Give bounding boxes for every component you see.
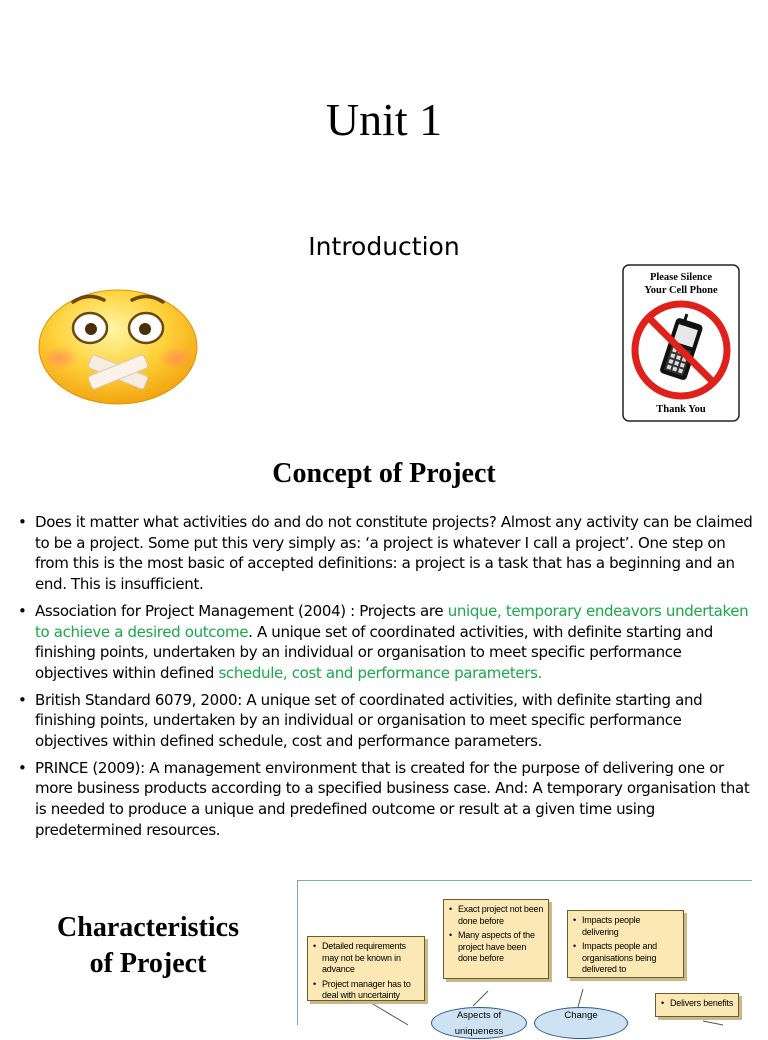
silence-phone-sign bbox=[622, 264, 740, 422]
silent-emoji-image bbox=[18, 270, 218, 420]
bullet-text: . A unique set of coordinated activities, with definite starting and finishing points, undertaken by an individual or organisation to meet specific performance objectives within defined bbox=[35, 622, 713, 682]
slide-title: Unit 1 bbox=[325, 94, 443, 145]
bullet-text: PRINCE (2009): A management environment that is created for the purpose of delivering one or more business products according to a specified business case. And: A temporary organisation that is needed to produce a unique and predefined outcome or result at a given time using predetermined resources. bbox=[35, 758, 750, 839]
characteristics-diagram bbox=[297, 880, 752, 1037]
bullet-item: • PRINCE (2009): A management environment that is created for the purpose of delivering one or more business products according to a specified business case. And: A temporary organisation that is needed to produce a unique and predefined outcome or result at a given time using predetermined resources. bbox=[18, 758, 750, 839]
diagram-ellipse-uniqueness: Aspects of uniqueness bbox=[431, 1007, 527, 1039]
highlight-text: unique, temporary endeavors undertaken to achieve a desired outcome bbox=[35, 601, 749, 641]
bullet-item: • British Standard 6079, 2000: A unique set of coordinated activities, with definite starting and finishing points, undertaken by an individual or organisation to meet specific performance objectives within defined schedule, cost and performance parameters. bbox=[18, 690, 703, 751]
diagram-box-item: • Project manager has to deal with uncertainty bbox=[312, 979, 420, 1002]
diagram-box-item: • Impacts people and organisations being delivered to bbox=[572, 941, 679, 976]
diagram-ellipse-change: Change bbox=[534, 1007, 628, 1039]
characteristics-title-line2: of Project bbox=[89, 948, 207, 979]
diagram-box-uncertainty bbox=[307, 936, 425, 1001]
diagram-box-change bbox=[567, 910, 684, 978]
characteristics-title-line1: Characteristics bbox=[57, 912, 239, 943]
diagram-box-item: • Detailed requirements may not be known in advance bbox=[312, 941, 420, 976]
sign-top-line1: Please Silence bbox=[649, 272, 713, 283]
highlight-text: schedule, cost and performance parameters. bbox=[218, 663, 543, 682]
bullet-text: Association for Project Management (2004) : Projects are bbox=[35, 601, 448, 620]
diagram-box-benefits bbox=[655, 993, 739, 1017]
diagram-box-item: • Many aspects of the project have been done before bbox=[448, 930, 544, 965]
sign-bottom-text: Thank You bbox=[656, 404, 706, 415]
diagram-box-item: • Impacts people delivering bbox=[572, 915, 679, 938]
concept-bullets bbox=[16, 512, 756, 847]
bullet-text: Does it matter what activities do and do not constitute projects? Almost any activity can be claimed to be a project. Some put this very simply as: ‘a project is whatever I call a project’. One step on from this is the most basic of accepted definitions: a project is a task that has a beginning and an end. This is insufficient. bbox=[35, 513, 753, 594]
slide-subtitle: Introduction bbox=[308, 232, 460, 261]
bullet-text: British Standard 6079, 2000: A unique set of coordinated activities, with definite starting and finishing points, undertaken by an individual or organisation to meet specific performance objectives within defined schedule, cost and performance parameters. bbox=[35, 690, 703, 751]
sign-top-line2: Your Cell Phone bbox=[644, 285, 718, 296]
concept-title: Concept of Project bbox=[272, 458, 496, 489]
bullet-item: • Association for Project Management (2004) : Projects are unique, temporary endeavors undertaken to achieve a desired outcome. A unique set of coordinated activities, with definite starting and finishing points, undertaken by an individual or organisation to meet specific performance objectives within defined schedule, cost and performance parameters. bbox=[18, 601, 749, 682]
characteristics-title bbox=[26, 910, 270, 982]
diagram-box-item: • Delivers benefits bbox=[660, 998, 734, 1010]
bullet-item: • Does it matter what activities do and do not constitute projects? Almost any activity can be claimed to be a project. Some put this very simply as: ‘a project is whatever I call a project’. One step on from this is the most basic of accepted definitions: a project is a task that has a beginning and an end. This is insufficient. bbox=[18, 513, 753, 594]
silent-face-icon bbox=[18, 270, 218, 420]
diagram-box-uniqueness bbox=[443, 899, 549, 979]
diagram-box-item: • Exact project not been done before bbox=[448, 904, 544, 927]
